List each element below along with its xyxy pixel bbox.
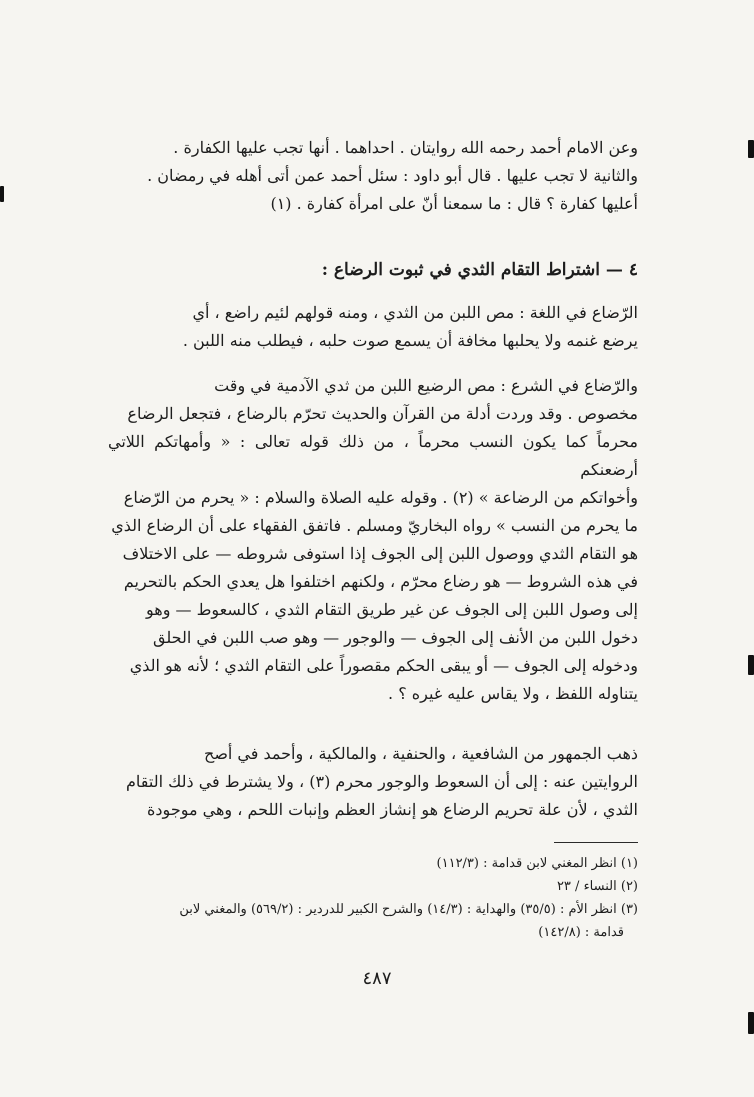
section-heading: ٤ — اشتراط التقام الثدي في ثبوت الرضاع : bbox=[321, 260, 638, 280]
text-line: الثدي ، لأن علة تحريم الرضاع هو إنشاز العظم وإنبات اللحم ، وهي موجودة bbox=[147, 800, 638, 819]
scan-edge-mark bbox=[748, 1012, 754, 1034]
scan-edge-mark bbox=[748, 140, 754, 158]
intro-paragraph bbox=[108, 134, 638, 218]
text-line: وأخواتكم من الرضاعة » (٢) . وقوله عليه الصلاة والسلام : « يحرم من الرّضاع bbox=[123, 488, 638, 507]
text-line: ما يحرم من النسب » رواه البخاريّ ومسلم . فاتفق الفقهاء على أن الرضاع الذي bbox=[111, 516, 638, 535]
scan-edge-mark bbox=[0, 186, 4, 202]
footnote-1: (١) انظر المغني لابن قدامة : (١١٢/٣) bbox=[436, 856, 638, 871]
majority-opinion-paragraph bbox=[108, 740, 638, 824]
text-line: وعن الامام أحمد رحمه الله روايتان . احداهما . أنها تجب عليها الكفارة . bbox=[173, 138, 638, 157]
sharia-definition-paragraph bbox=[108, 372, 638, 708]
footnote-divider bbox=[554, 842, 638, 843]
footnote-3-continued: قدامة : (١٤٢/٨) bbox=[538, 925, 624, 940]
text-line: ذهب الجمهور من الشافعية ، والحنفية ، والمالكية ، وأحمد في أصح bbox=[203, 744, 638, 763]
text-line: إلى وصول اللبن إلى الجوف عن غير طريق التقام الثدي ، كالسعوط — وهو bbox=[146, 600, 638, 619]
text-line: دخول اللبن من الأنف إلى الجوف — والوجور — وهو صب اللبن في الحلق bbox=[153, 628, 638, 647]
text-line: مخصوص . وقد وردت أدلة من القرآن والحديث تحرّم بالرضاع ، فتجعل الرضاع bbox=[127, 404, 638, 423]
page-content bbox=[108, 0, 638, 1097]
text-line: والرّضاع في الشرع : مص الرضيع اللبن من ثدي الآدمية في وقت bbox=[214, 376, 638, 395]
text-line: الروايتين عنه : إلى أن السعوط والوجور محرم (٣) ، ولا يشترط في ذلك التقام bbox=[126, 772, 638, 791]
footnote-3: (٣) انظر الأم : (٣٥/٥) والهداية : (١٤/٣) والشرح الكبير للدردير : (٥٦٩/٢) والمغني لابن bbox=[179, 902, 638, 917]
text-line: الرّضاع في اللغة : مص اللبن من الثدي ، ومنه قولهم لئيم راضع ، أي bbox=[192, 303, 638, 322]
text-line: يتناوله اللفظ ، ولا يقاس عليه غيره ؟ . bbox=[388, 684, 638, 703]
page-number: ٤٨٧ bbox=[362, 968, 392, 989]
text-line: والثانية لا تجب عليها . قال أبو داود : سئل أحمد عمن أتى أهله في رمضان . bbox=[147, 166, 638, 185]
text-line: يرضع غنمه ولا يحلبها مخافة أن يسمع صوت حلبه ، فيطلب منه اللبن . bbox=[182, 331, 638, 350]
footnote-2: (٢) النساء / ٢٣ bbox=[556, 879, 638, 894]
footnotes bbox=[108, 852, 638, 944]
scan-edge-mark bbox=[748, 655, 754, 675]
text-line: أعليها كفارة ؟ قال : ما سمعنا أنّ على امرأة كفارة . (١) bbox=[270, 194, 638, 213]
language-definition-paragraph bbox=[108, 299, 638, 355]
text-line: محرماً كما يكون النسب محرماً ، من ذلك قوله تعالى : « وأمهاتكم اللاتي أرضعنكم bbox=[108, 432, 638, 479]
text-line: في هذه الشروط — هو رضاع محرّم ، ولكنهم اختلفوا هل يعدي الحكم بالتحريم bbox=[123, 572, 638, 591]
text-line: هو التقام الثدي ووصول اللبن إلى الجوف إذا استوفى شروطه — على الاختلاف bbox=[122, 544, 638, 563]
text-line: ودخوله إلى الجوف — أو يبقى الحكم مقصوراً على التقام الثدي ؛ لأنه هو الذي bbox=[129, 656, 638, 675]
